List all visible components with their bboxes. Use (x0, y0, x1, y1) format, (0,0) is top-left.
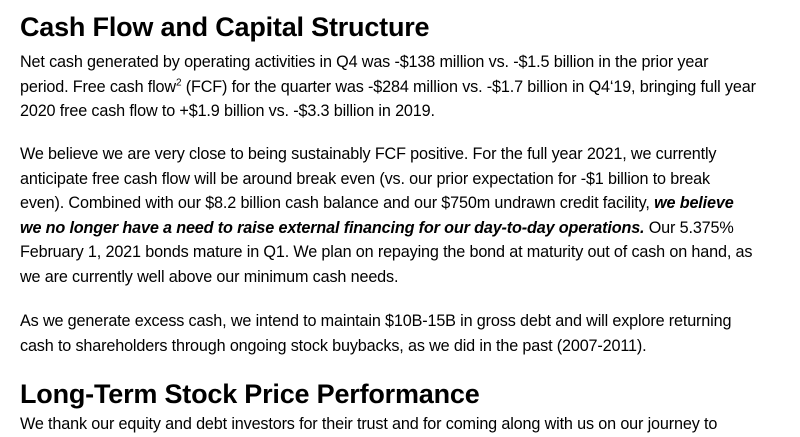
footnote-marker: 2 (175, 77, 182, 89)
text-line: We thank our equity and debt investors for their trust and for coming along with us on our journey to (20, 415, 718, 433)
text-line: we are currently well above our minimum cash needs. (20, 267, 399, 286)
section-heading-stock-performance: Long-Term Stock Price Performance (20, 379, 480, 409)
text-line: cash to shareholders through ongoing stock buybacks, as we did in the past (2007-2011). (20, 336, 647, 355)
emphasized-text: we believe (654, 194, 734, 212)
text-run: period. Free cash flow (20, 77, 176, 96)
text-line: February 1, 2021 bonds mature in Q1. We plan on repaying the bond at maturity out of cash on hand, as (20, 243, 753, 261)
text-line: anticipate free cash flow will be around break even (vs. our prior expectation for -$1 billion to break (20, 169, 710, 188)
paragraph-investor-thanks (20, 412, 800, 437)
text-run: Our 5.375% (644, 218, 734, 237)
text-line (20, 191, 795, 216)
text-line: 2020 free cash flow to +$1.9 billion vs. -$3.3 billion in 2019. (20, 102, 435, 120)
paragraph-operating-cash (20, 50, 795, 124)
paragraph-debt-buybacks (20, 309, 795, 358)
text-run: even). Combined with our $8.2 billion cash balance and our $750m undrawn credit facility, (20, 194, 655, 212)
text-line (20, 216, 795, 241)
text-line (20, 75, 795, 100)
paragraph-fcf-outlook (20, 142, 795, 289)
text-line: Net cash generated by operating activities in Q4 was -$138 million vs. -$1.5 billion in the prior year (20, 53, 709, 71)
text-line: We believe we are very close to being sustainably FCF positive. For the full year 2021, we currently (20, 145, 717, 163)
text-run: (FCF) for the quarter was -$284 million vs. -$1.7 billion in Q4‘19, bringing full year (181, 77, 756, 96)
text-line: As we generate excess cash, we intend to maintain $10B-15B in gross debt and will explore returning (20, 312, 732, 330)
emphasized-text: we no longer have a need to raise external financing for our day-to-day operations. (20, 218, 645, 237)
section-heading-cash-flow: Cash Flow and Capital Structure (20, 12, 430, 42)
